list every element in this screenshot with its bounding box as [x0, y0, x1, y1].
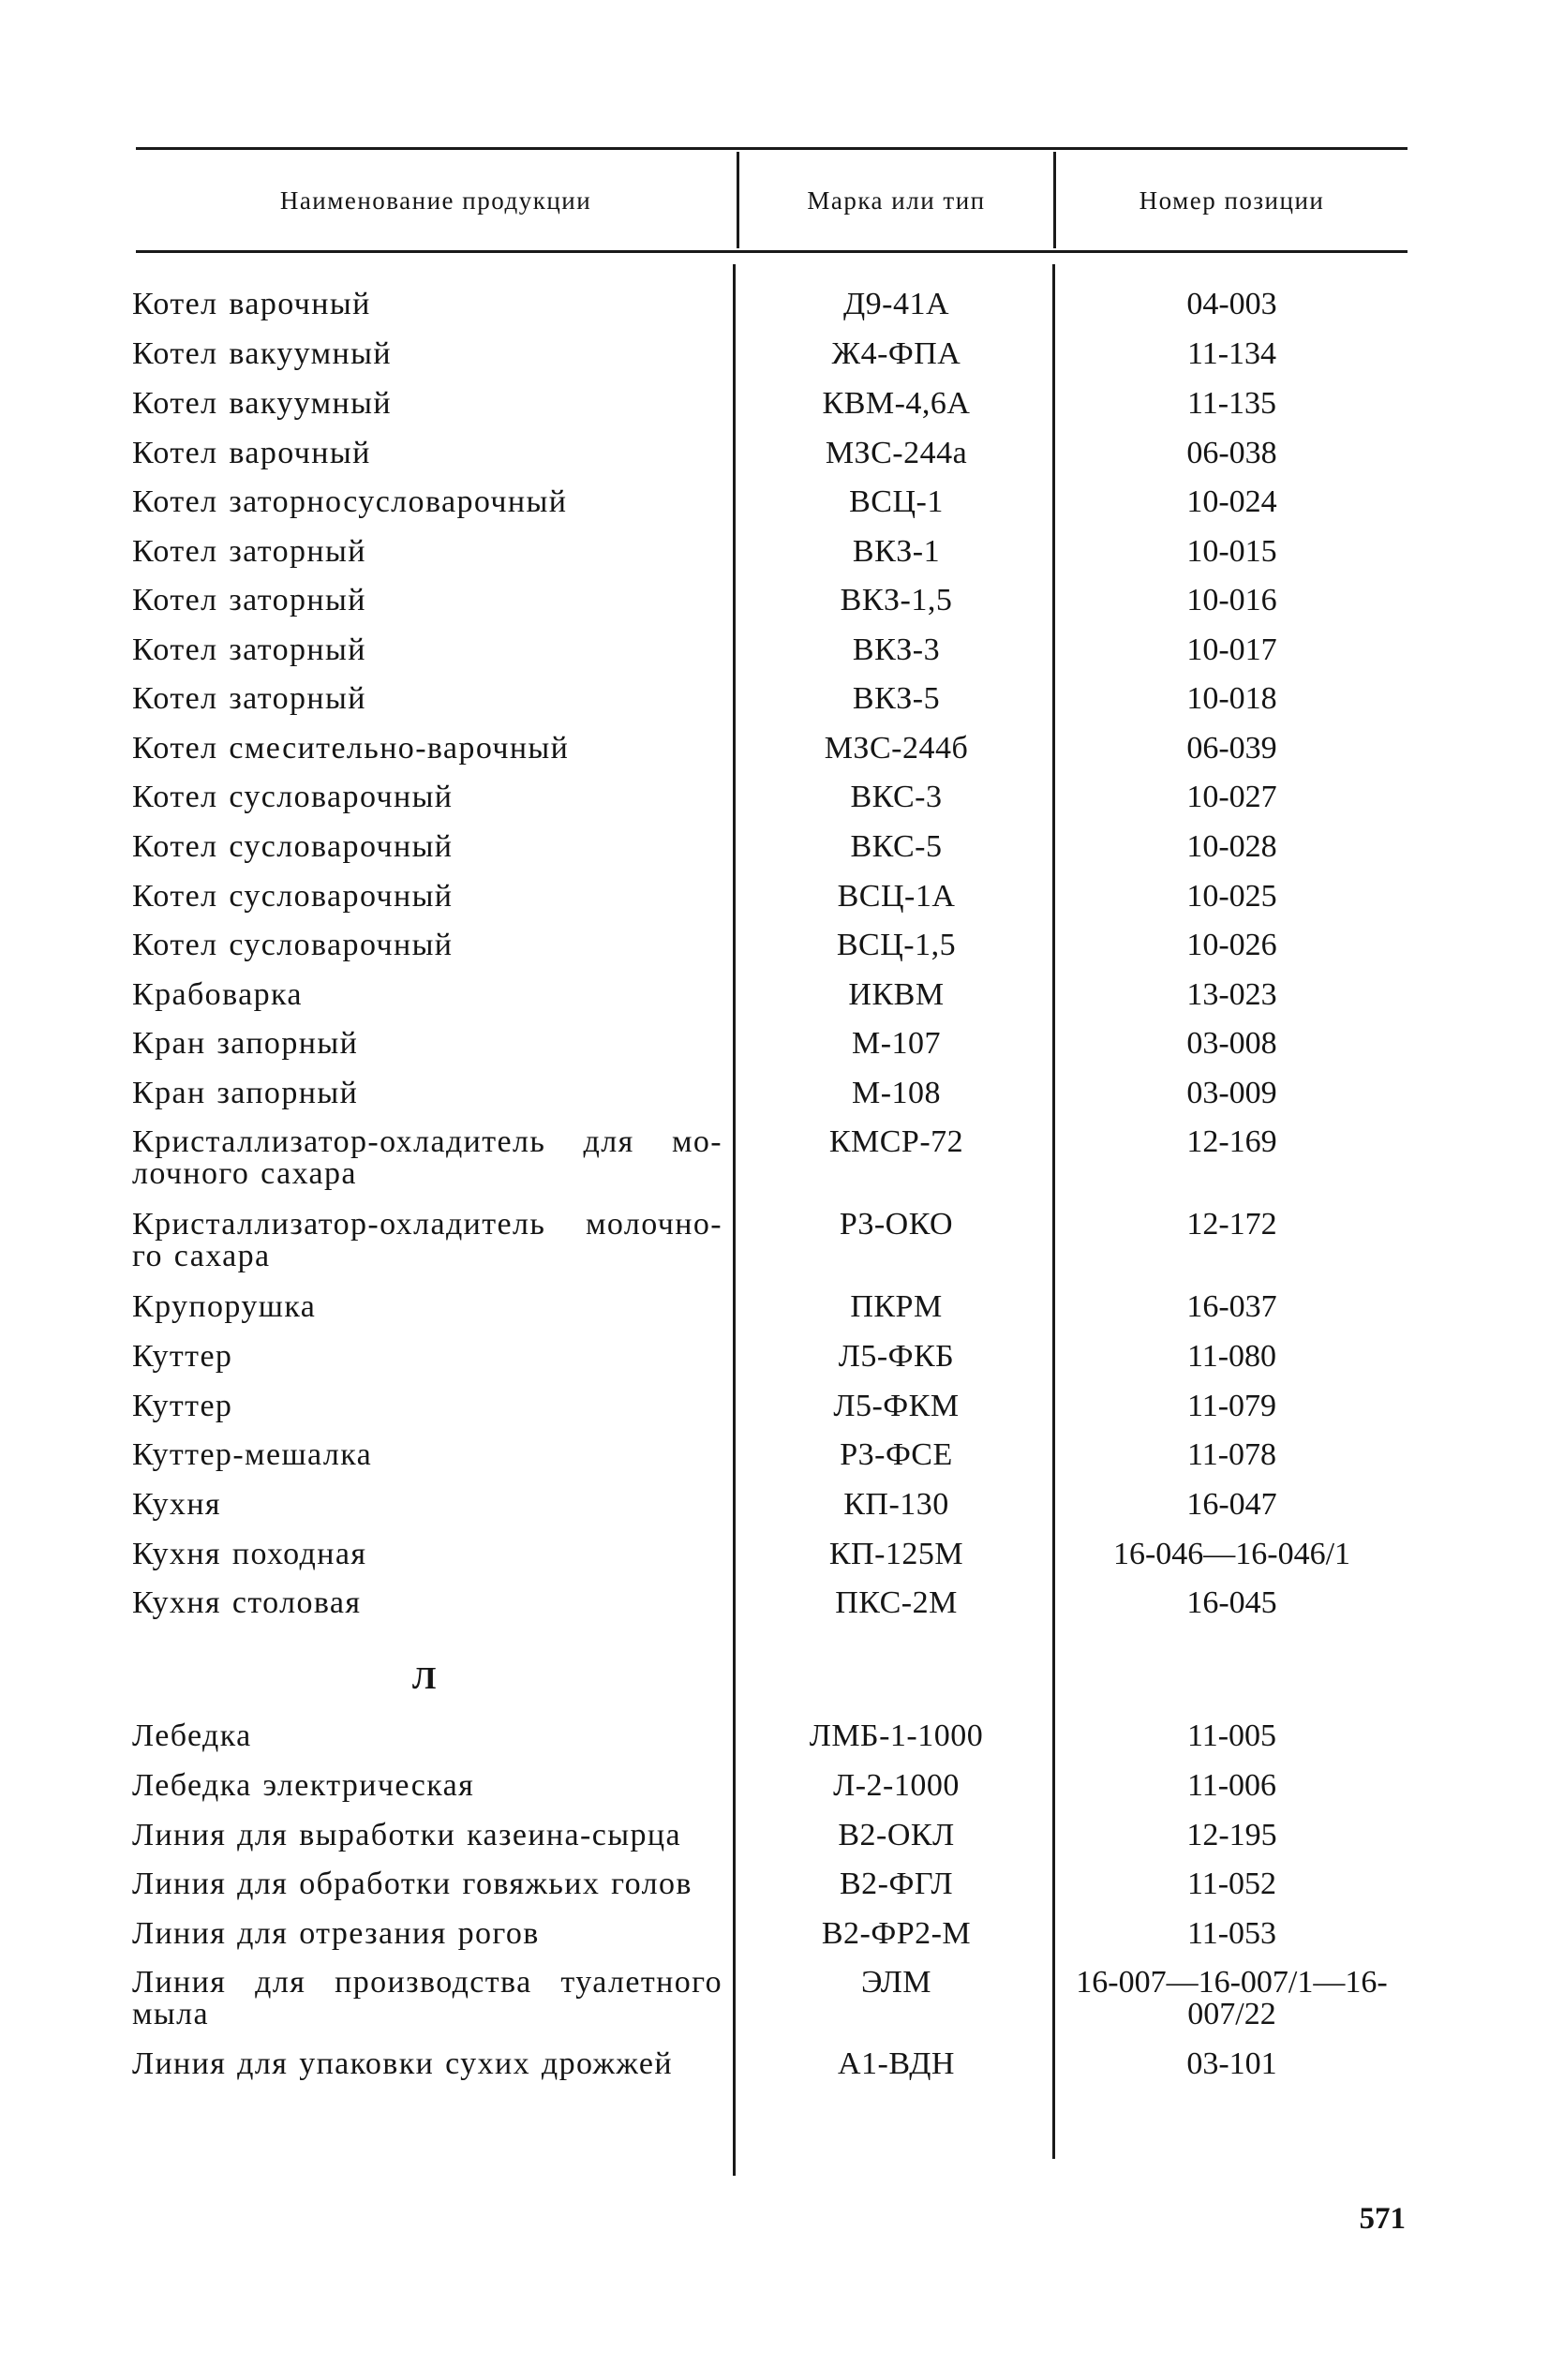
product-name: Котел вакуумный — [132, 386, 392, 421]
product-mark: В2-ФР2-М — [821, 1916, 972, 1951]
product-position: 11-006 — [1186, 1768, 1277, 1803]
product-name: Котел варочный — [132, 436, 371, 470]
product-mark: КП-125М — [828, 1537, 964, 1571]
product-mark: М-107 — [851, 1026, 942, 1061]
product-position: 12-195 — [1186, 1818, 1277, 1852]
product-position: 11-053 — [1186, 1916, 1277, 1951]
product-name: Куттер — [132, 1339, 233, 1374]
product-name: Линия для обработки говяжьих голов — [132, 1867, 693, 1901]
product-position: 04-003 — [1186, 287, 1277, 321]
product-mark: ПКС-2М — [835, 1585, 958, 1620]
page-number: 571 — [1359, 2202, 1406, 2236]
product-position: 10-026 — [1186, 928, 1277, 962]
product-position: 11-078 — [1186, 1437, 1277, 1472]
product-name: Линия для выработки казеина-сырца — [132, 1818, 681, 1852]
product-name: Кристаллизатор-охладитель для мо-лочного сахара — [132, 1124, 722, 1191]
product-position: 12-169 — [1186, 1124, 1277, 1159]
product-mark: ВКС-3 — [850, 780, 943, 814]
product-mark: Р3-ФСЕ — [840, 1437, 953, 1472]
product-name: Кухня походная — [132, 1537, 367, 1571]
product-position: 12-172 — [1186, 1207, 1277, 1242]
product-position: 03-009 — [1186, 1076, 1277, 1110]
product-mark: МЗС-244б — [824, 731, 969, 766]
product-position: 10-027 — [1186, 780, 1277, 814]
product-position: 06-039 — [1186, 731, 1277, 766]
product-position: 11-005 — [1186, 1718, 1277, 1753]
product-name: Котел сусловарочный — [132, 829, 454, 864]
product-position: 13-023 — [1186, 977, 1277, 1012]
product-name: Котел сусловарочный — [132, 780, 454, 814]
product-name: Котел сусловарочный — [132, 879, 454, 914]
product-mark: ВКЗ-1,5 — [840, 583, 953, 617]
product-name: Котел смесительно-варочный — [132, 731, 570, 766]
product-position: 10-025 — [1186, 879, 1277, 914]
product-position: 16-045 — [1186, 1585, 1277, 1620]
product-position: 10-028 — [1186, 829, 1277, 864]
product-position: 11-052 — [1186, 1867, 1277, 1901]
product-position: 03-101 — [1186, 2046, 1277, 2081]
product-position: 10-018 — [1186, 681, 1277, 716]
product-name: Линия для упаковки сухих дрожжей — [132, 2046, 673, 2081]
product-mark: ЛМБ-1-1000 — [809, 1718, 984, 1753]
product-position: 16-046—16-046/1 — [1112, 1537, 1351, 1571]
product-mark: В2-ОКЛ — [838, 1818, 955, 1852]
product-mark: Л5-ФКМ — [833, 1389, 960, 1423]
product-mark: Ж4-ФПА — [831, 336, 961, 371]
body-column-divider-2 — [1052, 264, 1055, 2159]
product-mark: ВКС-5 — [850, 829, 943, 864]
product-name: Линия для производства туалетного мыла — [132, 1965, 722, 2031]
product-position: 11-080 — [1186, 1339, 1277, 1374]
product-position: 06-038 — [1186, 436, 1277, 470]
product-mark: А1-ВДН — [837, 2046, 955, 2081]
product-name: Котел сусловарочный — [132, 928, 454, 962]
product-mark: МЗС-244а — [825, 436, 968, 470]
product-name: Куттер-мешалка — [132, 1437, 373, 1472]
product-position: 11-135 — [1186, 386, 1277, 421]
product-mark: КВМ-4,6А — [822, 386, 971, 421]
product-mark: В2-ФГЛ — [839, 1867, 954, 1901]
product-mark: ЭЛМ — [860, 1965, 932, 2000]
column-header-mark: Марка или тип — [807, 186, 986, 215]
product-name: Лебедка электрическая — [132, 1768, 475, 1803]
product-mark: ВКЗ-5 — [852, 681, 941, 716]
product-name: Котел заторный — [132, 583, 366, 617]
product-name: Котел заторносусловарочный — [132, 484, 568, 519]
product-name: Котел варочный — [132, 287, 371, 321]
product-mark: КП-130 — [843, 1487, 949, 1522]
product-mark: Д9-41А — [842, 287, 950, 321]
product-name: Котел заторный — [132, 632, 366, 667]
product-position: 10-024 — [1186, 484, 1277, 519]
product-mark: ВСЦ-1,5 — [836, 928, 957, 962]
product-position: 16-007—16-007/1—16-007/22 — [1076, 1965, 1388, 2031]
header-column-divider-1 — [737, 152, 739, 248]
product-mark: ВКЗ-1 — [852, 534, 941, 569]
product-mark: ВСЦ-1А — [837, 879, 956, 914]
product-name: Кран запорный — [132, 1076, 359, 1110]
product-mark: ИКВМ — [848, 977, 945, 1012]
product-position: 11-134 — [1186, 336, 1277, 371]
product-name: Кухня столовая — [132, 1585, 362, 1620]
column-header-position: Номер позиции — [1139, 186, 1325, 215]
product-position: 10-017 — [1186, 632, 1277, 667]
product-name: Лебедка — [132, 1718, 252, 1753]
product-mark: Р3-ОКО — [839, 1207, 954, 1242]
product-name: Крабоварка — [132, 977, 303, 1012]
product-name: Кухня — [132, 1487, 221, 1522]
product-mark: Л5-ФКБ — [838, 1339, 955, 1374]
product-name: Котел вакуумный — [132, 336, 392, 371]
column-header-name: Наименование продукции — [279, 186, 592, 215]
product-mark: ВКЗ-3 — [852, 632, 941, 667]
product-name: Котел заторный — [132, 681, 366, 716]
product-mark: КМСР-72 — [828, 1124, 964, 1159]
table-header-rule — [136, 250, 1408, 253]
product-position: 10-015 — [1186, 534, 1277, 569]
section-letter-heading: Л — [412, 1661, 437, 1696]
product-position: 16-047 — [1186, 1487, 1277, 1522]
product-mark: М-108 — [851, 1076, 942, 1110]
product-name: Котел заторный — [132, 534, 366, 569]
product-mark: ВСЦ-1 — [849, 484, 944, 519]
body-column-divider-1 — [733, 264, 736, 2176]
product-position: 10-016 — [1186, 583, 1277, 617]
table-top-rule — [136, 147, 1408, 150]
product-name: Кран запорный — [132, 1026, 359, 1061]
product-mark: ПКРМ — [850, 1289, 943, 1324]
product-name: Кристаллизатор-охладитель молочно-го сахара — [132, 1207, 722, 1273]
product-position: 11-079 — [1186, 1389, 1277, 1423]
product-mark: Л-2-1000 — [833, 1768, 960, 1803]
product-name: Куттер — [132, 1389, 233, 1423]
product-position: 03-008 — [1186, 1026, 1277, 1061]
product-position: 16-037 — [1186, 1289, 1277, 1324]
product-name: Линия для отрезания рогов — [132, 1916, 540, 1951]
product-name: Крупорушка — [132, 1289, 317, 1324]
